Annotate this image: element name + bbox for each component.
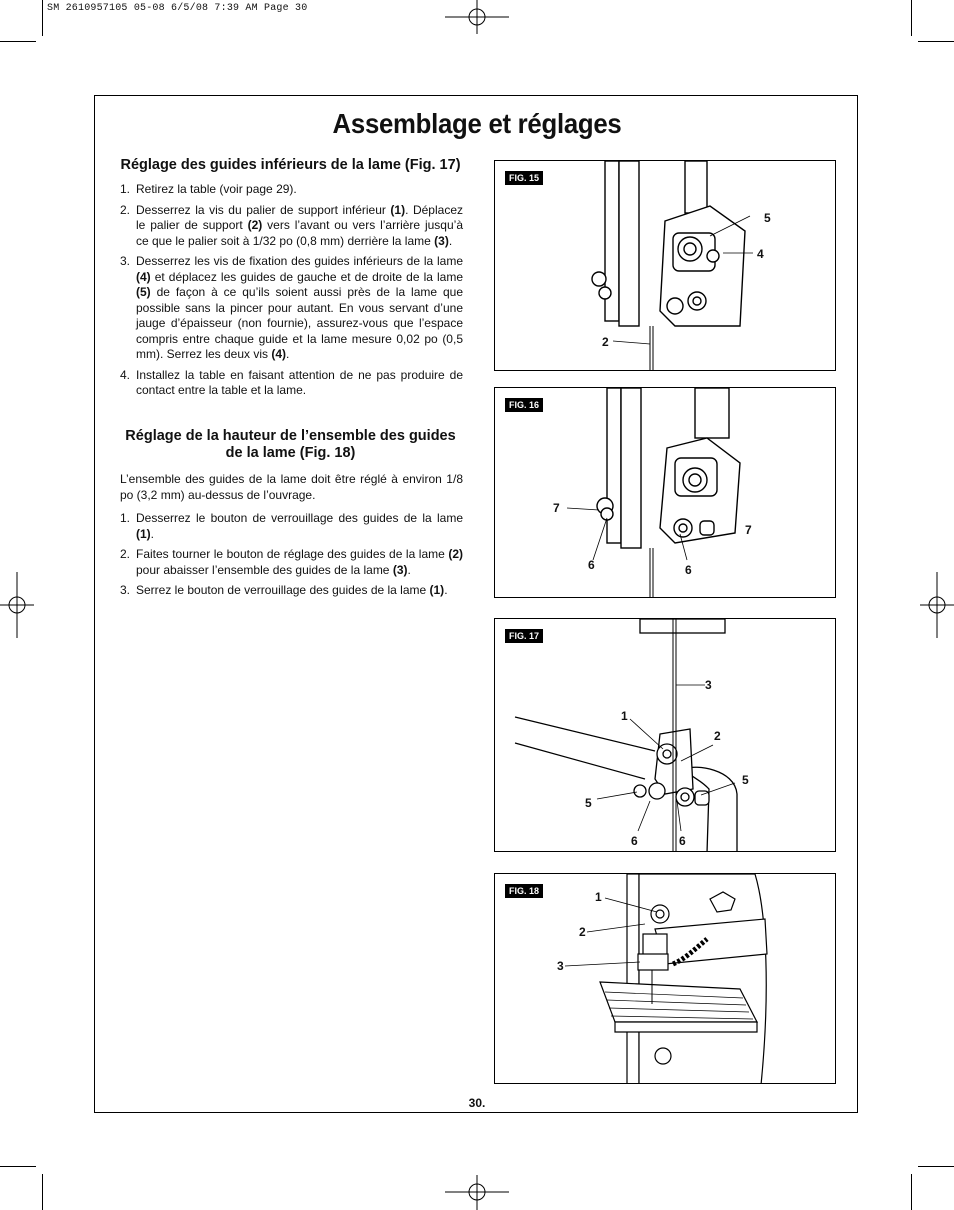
- step-number: 2.: [120, 547, 131, 561]
- fig18-drawing: [495, 874, 836, 1084]
- callout: 5: [764, 211, 771, 225]
- page-number: 30.: [468, 1096, 486, 1110]
- step-number: 1.: [120, 511, 131, 525]
- step-item: 3. Desserrez les vis de fixation des guides inférieurs de la lame (4) et déplacez les guides de gauche et de droite de la lame (5) de façon à ce qu’ils soient aussi près de la lame que possible sans la pincer pour autant. En vous servant d’une jauge d’épaisseur (non fournie), assurez-vous que l’espace compris entre chaque guide et la lame mesure 0,02 po (0,5 mm). Serrez les deux vis (4).: [120, 254, 463, 361]
- figure-18: [494, 873, 836, 1084]
- part-reference: (2): [448, 547, 463, 561]
- step-item: 2. Faites tourner le bouton de réglage des guides de la lame (2) pour abaisser l’ensemble des guides de la lame (3).: [120, 547, 463, 577]
- callout: 1: [595, 890, 602, 904]
- part-reference: (5): [136, 285, 151, 299]
- part-reference: (3): [392, 562, 408, 577]
- step-number: 1.: [120, 182, 131, 196]
- step-number: 4.: [120, 367, 131, 382]
- callout: 6: [679, 834, 686, 848]
- section-intro: L’ensemble des guides de la lame doit être réglé à environ 1/8 po (3,2 mm) au-dessus de l’ouvrage.: [120, 472, 463, 502]
- section-guide-height: [118, 428, 463, 604]
- step-number: 2.: [120, 202, 131, 217]
- part-reference: (1): [136, 526, 151, 541]
- figure-label: FIG. 16: [505, 398, 543, 412]
- callout: 5: [585, 796, 592, 810]
- step-item: 3. Serrez le bouton de verrouillage des guides de la lame (1).: [120, 583, 448, 597]
- steps-list: [118, 182, 463, 399]
- fig16-drawing: [495, 388, 836, 598]
- page-title: Assemblage et réglages: [332, 108, 622, 139]
- callout: 7: [745, 523, 752, 537]
- step-number: 3.: [120, 583, 131, 597]
- steps-list: [118, 511, 463, 599]
- callout: 2: [579, 925, 586, 939]
- fig15-drawing: [495, 161, 836, 371]
- callout: 5: [742, 773, 749, 787]
- callout: 6: [588, 558, 595, 572]
- part-reference: (1): [429, 583, 445, 597]
- callout: 2: [602, 335, 609, 349]
- part-reference: (3): [434, 233, 449, 248]
- step-item: 1. Retirez la table (voir page 29).: [120, 182, 297, 196]
- step-item: 4. Installez la table en faisant attention de ne pas produire de contact entre la table et la lame.: [120, 367, 463, 397]
- section-heading: Réglage des guides inférieurs de la lame (Fig. 17): [120, 157, 461, 173]
- figure-15: [494, 160, 836, 371]
- part-reference: (2): [247, 218, 263, 232]
- callout: 7: [553, 501, 560, 515]
- part-reference: (1): [390, 202, 406, 217]
- callout: 4: [757, 247, 764, 261]
- callout: 6: [685, 563, 692, 577]
- figure-label: FIG. 17: [505, 629, 543, 643]
- callout: 6: [631, 834, 638, 848]
- step-item: 2. Desserrez la vis du palier de support inférieur (1). Déplacez le palier de support (2) vers l’avant ou vers l’arrière jusqu’à ce que le palier soit à 1/32 po (0,8 mm) derrière la lame (3).: [120, 202, 463, 248]
- section-heading: Réglage de la hauteur de l’ensemble des guides de la lame (Fig. 18): [125, 428, 456, 461]
- figure-label: FIG. 15: [505, 171, 543, 185]
- part-reference: (4): [271, 347, 287, 361]
- callout: 3: [705, 678, 712, 692]
- section-lower-guides: [118, 157, 463, 404]
- step-number: 3.: [120, 254, 131, 268]
- figure-label: FIG. 18: [505, 884, 543, 898]
- figure-17: [494, 618, 836, 852]
- callout: 3: [557, 959, 564, 973]
- part-reference: (4): [136, 269, 151, 284]
- callout: 1: [621, 709, 628, 723]
- callout: 2: [714, 729, 721, 743]
- figure-16: [494, 387, 836, 598]
- step-item: 1. Desserrez le bouton de verrouillage des guides de la lame (1).: [120, 511, 463, 541]
- print-header: SM 2610957105 05-08 6/5/08 7:39 AM Page 30: [47, 3, 308, 14]
- fig17-drawing: [495, 619, 836, 852]
